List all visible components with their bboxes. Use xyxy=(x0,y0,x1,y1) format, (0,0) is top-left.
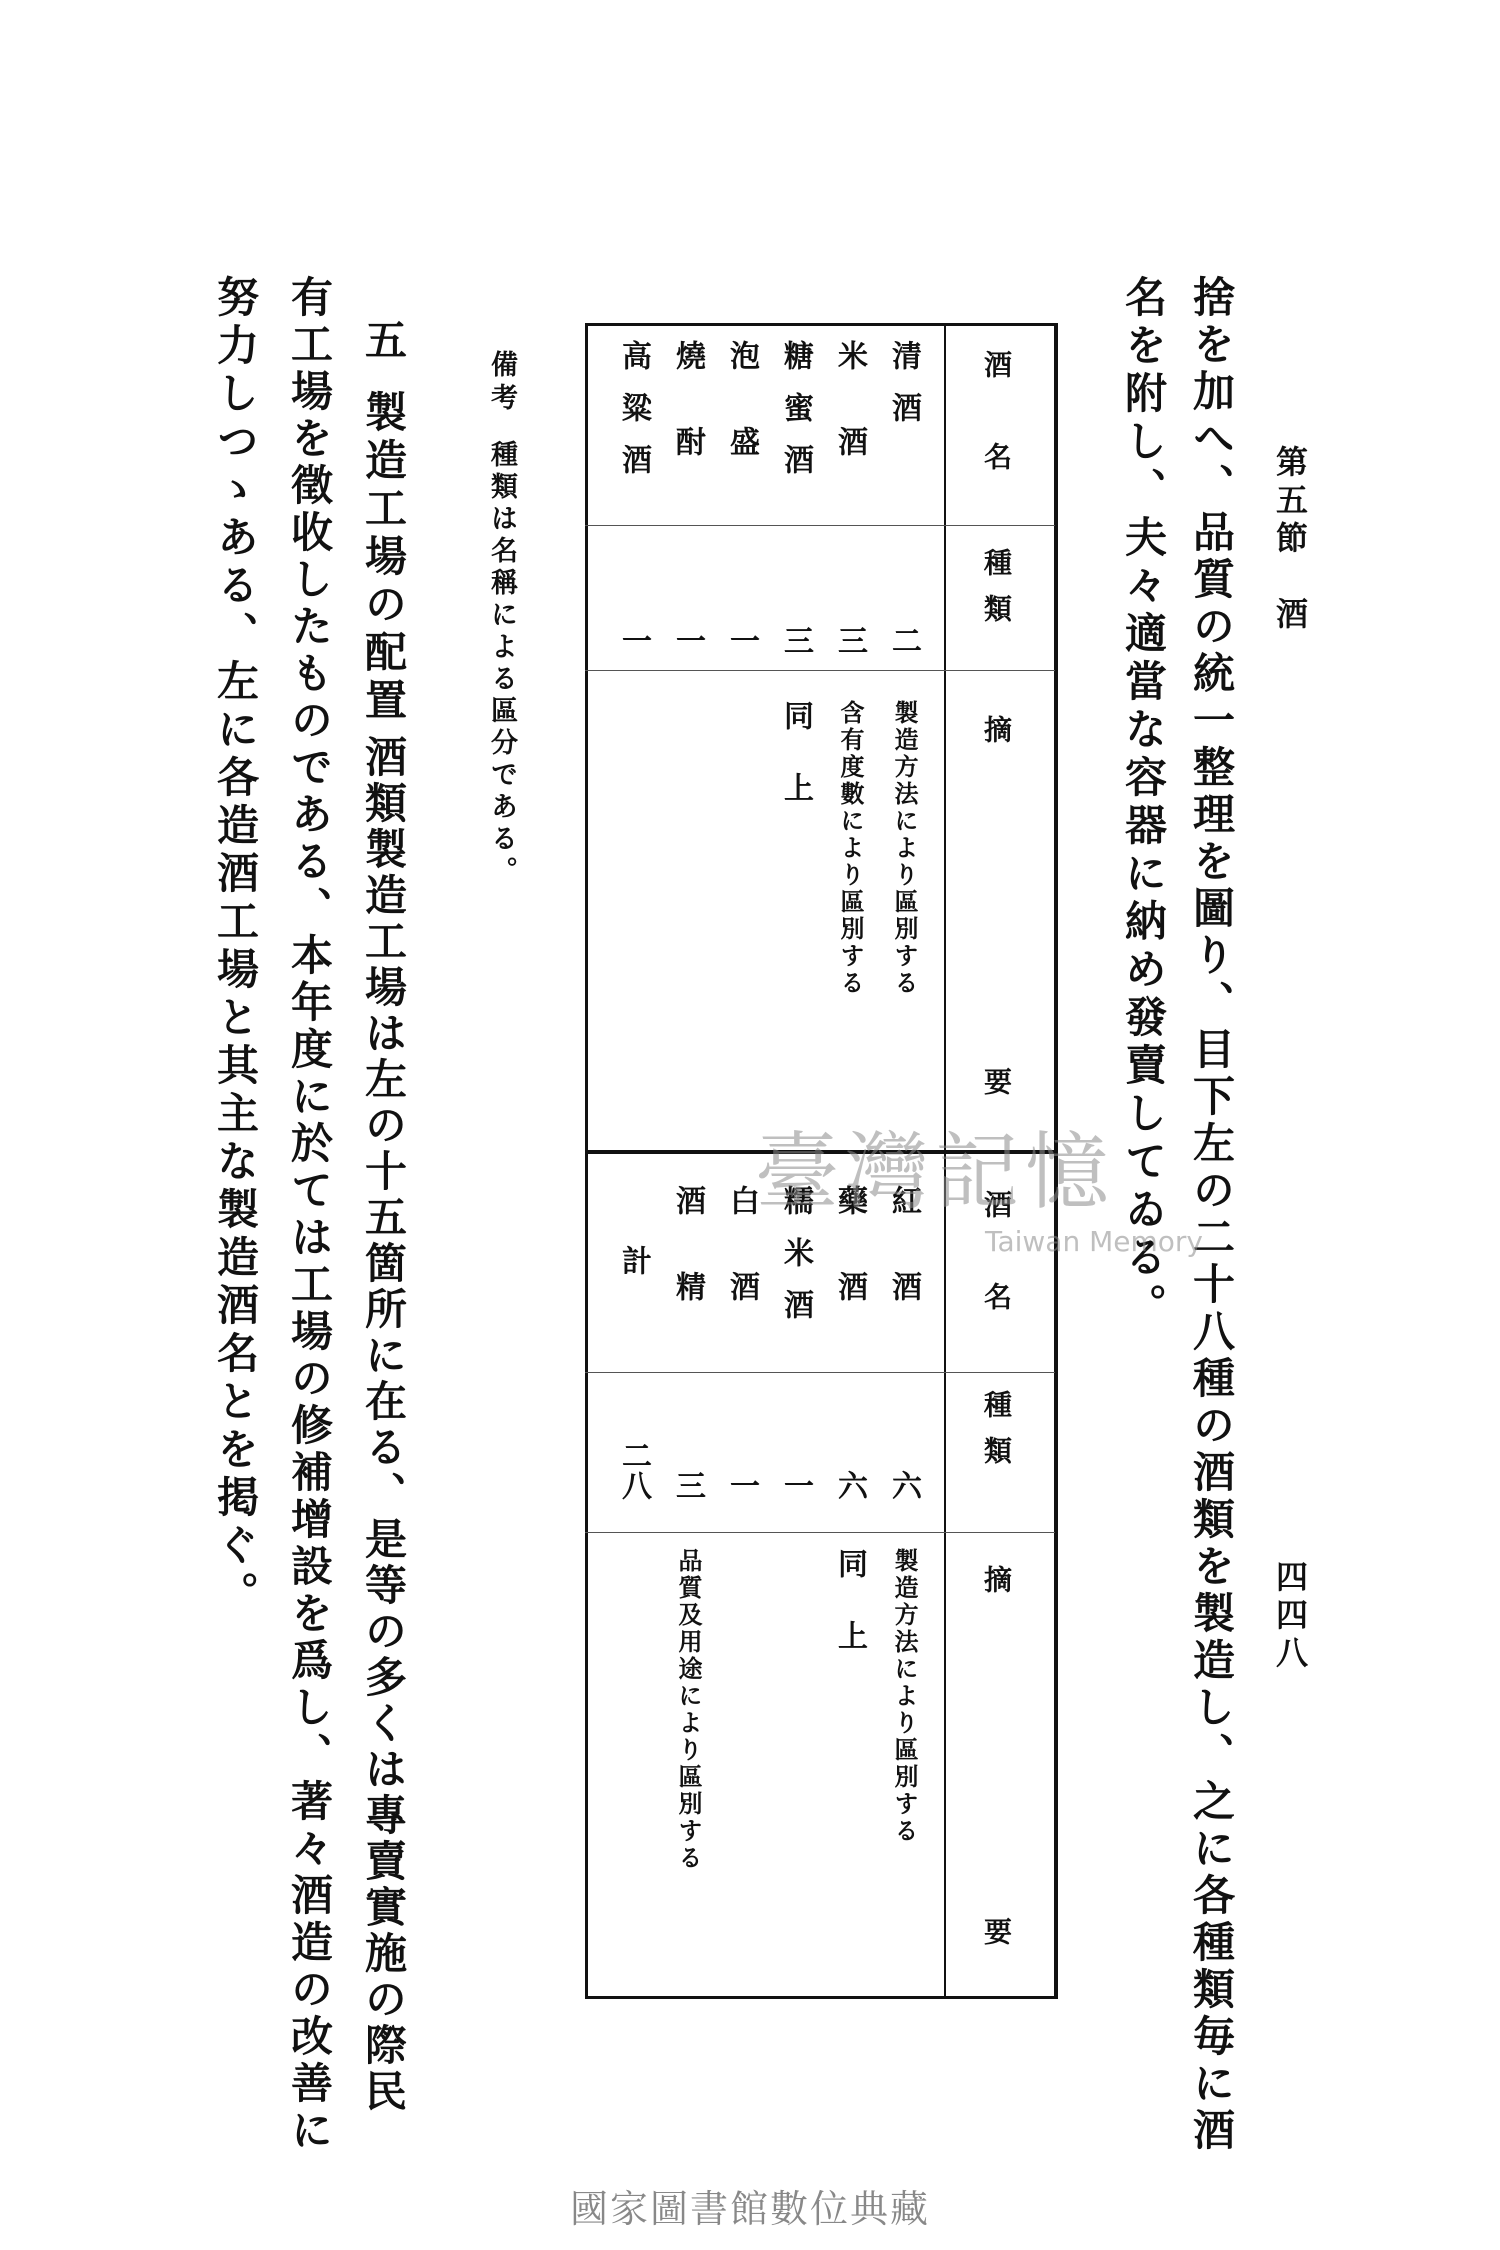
header-count-right: 種類 xyxy=(980,1390,1013,1482)
right-row-name: 紅酒 xyxy=(886,1185,921,1357)
left-row-note: 同 上 xyxy=(778,700,813,808)
left-row-count: 一 xyxy=(724,625,759,655)
right-name-divider xyxy=(585,1372,1055,1373)
section-heading: 第五節 酒 xyxy=(1271,445,1309,635)
left-row-count: 一 xyxy=(616,625,651,655)
left-row-count: 三 xyxy=(778,625,813,655)
right-row-note: 製造方法により區別する xyxy=(890,1548,919,1845)
section5-line-1: 酒類製造工場は左の十五箇所に在る、是等の多くは專賣實施の際民 xyxy=(359,735,408,2115)
header-note-left: 摘 要 xyxy=(980,715,1013,1155)
header-name-right: 酒 名 xyxy=(980,1190,1013,1328)
right-row-name: 藥酒 xyxy=(832,1185,867,1357)
right-row-name: 白酒 xyxy=(724,1185,759,1357)
intro-line-2: 名を附し、夫々適當な容器に納め發賣してゐる。 xyxy=(1119,275,1168,1331)
table-total-label: 計 xyxy=(616,1245,651,1297)
section5-title: 製造工場の配置 xyxy=(359,390,408,726)
section5-line-2: 有工場を徵收したものである、本年度に於ては工場の修補增設を爲し、著々酒造の改善に xyxy=(285,275,334,2155)
left-row-note: 含有度數により區別する xyxy=(836,700,865,997)
left-row-note: 製造方法により區別する xyxy=(890,700,919,997)
page-number: 四四八 xyxy=(1271,1560,1309,1674)
right-row-note: 品質及用途により區別する xyxy=(674,1548,703,1872)
right-row-count: 一 xyxy=(724,1470,759,1500)
right-row-name: 糯米酒 xyxy=(778,1185,813,1341)
left-row-name: 高粱酒 xyxy=(616,340,651,496)
right-row-name: 酒精 xyxy=(670,1185,705,1357)
watermark-english: Taiwan Memory xyxy=(985,1225,1203,1258)
left-row-name: 清酒 xyxy=(886,340,921,444)
watermark-chinese: 臺灣記憶 xyxy=(755,1123,1116,1221)
left-count-divider xyxy=(585,670,1055,671)
section5-number: 五 xyxy=(359,318,408,366)
right-row-count: 六 xyxy=(832,1470,867,1500)
left-row-name: 泡盛 xyxy=(724,340,759,512)
footer-archive-label: 國家圖書館數位典藏 xyxy=(569,2187,930,2231)
table-total-count: 二八 xyxy=(616,1440,651,1500)
left-row-name: 燒酎 xyxy=(670,340,705,512)
right-row-note: 同 上 xyxy=(832,1548,867,1656)
table-border-left xyxy=(585,323,588,1999)
left-row-count: 二 xyxy=(886,625,921,655)
section5-line-3: 努力しつゝある、左に各造酒工場と其主な製造酒名とを掲ぐ。 xyxy=(211,275,260,1619)
right-count-divider xyxy=(585,1532,1055,1533)
left-row-name: 糖蜜酒 xyxy=(778,340,813,496)
header-count-left: 種類 xyxy=(980,548,1013,640)
left-row-count: 一 xyxy=(670,625,705,655)
right-row-count: 三 xyxy=(670,1470,705,1500)
right-row-count: 六 xyxy=(886,1470,921,1500)
header-note-right: 摘 要 xyxy=(980,1565,1013,2005)
taiwan-memory-watermark xyxy=(755,1105,1215,1295)
intro-line-1: 捨を加へ、品質の統一整理を圖り、目下左の二十八種の酒類を製造し、之に各種類毎に酒 xyxy=(1187,275,1236,2155)
left-row-count: 三 xyxy=(832,625,867,655)
remark-label: 備考 xyxy=(486,350,517,416)
left-name-divider xyxy=(585,525,1055,526)
left-row-name: 米酒 xyxy=(832,340,867,512)
right-row-count: 一 xyxy=(778,1470,813,1500)
header-name-left: 酒 名 xyxy=(980,350,1013,488)
remark-text: 種類は名稱による區分である。 xyxy=(486,440,517,888)
table-border-top xyxy=(585,323,1057,326)
